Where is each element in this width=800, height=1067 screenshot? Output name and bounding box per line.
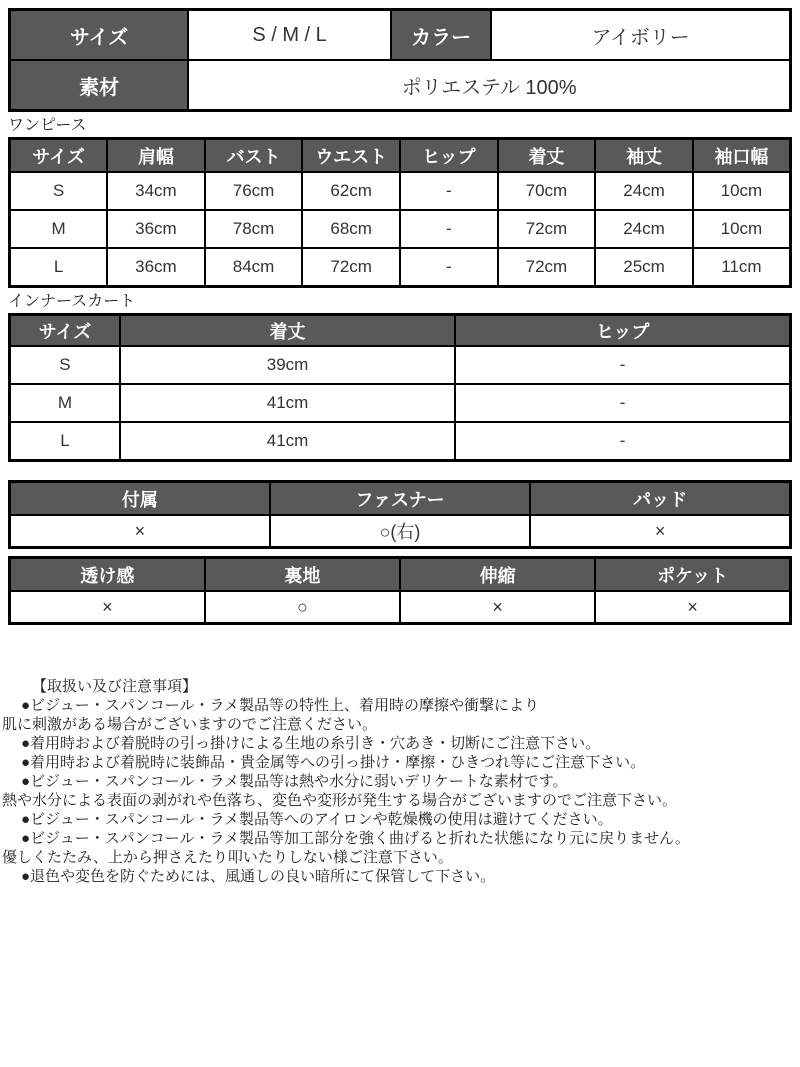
feature-value-cell: × xyxy=(400,591,595,624)
onepiece-size-table xyxy=(8,137,792,288)
measure-cell: 62cm xyxy=(302,172,400,210)
measure-cell: - xyxy=(400,210,498,248)
column-header: 袖丈 xyxy=(595,139,693,173)
color-label: カラー xyxy=(391,10,491,61)
onepiece-section-label: ワンピース xyxy=(8,117,87,134)
column-header: 着丈 xyxy=(120,315,455,347)
table-row xyxy=(10,346,791,384)
size-cell: S xyxy=(10,346,120,384)
note-line: 肌に刺激がある場合がございますのでご注意ください。 xyxy=(2,716,378,733)
measure-cell: 24cm xyxy=(595,172,693,210)
features2-header-row xyxy=(10,558,791,592)
size-cell: M xyxy=(10,210,108,248)
feature-value-cell: × xyxy=(595,591,790,624)
measure-cell: 72cm xyxy=(498,210,596,248)
measure-cell: - xyxy=(455,346,790,384)
measure-cell: 68cm xyxy=(302,210,400,248)
note-line: ●着用時および着脱時の引っ掛けによる生地の糸引き・穴あき・切断にご注意下さい。 xyxy=(21,735,601,752)
measure-cell: 25cm xyxy=(595,248,693,287)
features2-value-row xyxy=(10,591,791,624)
features1-header-row xyxy=(10,482,791,516)
measure-cell: - xyxy=(400,248,498,287)
measure-cell: 10cm xyxy=(693,172,791,210)
column-header: ファスナー xyxy=(270,482,530,516)
column-header: 袖口幅 xyxy=(693,139,791,173)
feature-value-cell: × xyxy=(10,591,205,624)
measure-cell: 36cm xyxy=(107,210,205,248)
measure-cell: 36cm xyxy=(107,248,205,287)
measure-cell: 24cm xyxy=(595,210,693,248)
column-header: 付属 xyxy=(10,482,270,516)
measure-cell: 11cm xyxy=(693,248,791,287)
color-value: アイボリー xyxy=(491,10,790,61)
spec-row-size-color xyxy=(10,10,791,61)
note-line: 優しくたたみ、上から押さえたり叩いたりしない様ご注意下さい。 xyxy=(2,849,453,866)
measure-cell: - xyxy=(455,384,790,422)
column-header: ポケット xyxy=(595,558,790,592)
measure-cell: 72cm xyxy=(498,248,596,287)
measure-cell: 76cm xyxy=(205,172,303,210)
column-header: サイズ xyxy=(10,315,120,347)
column-header: サイズ xyxy=(10,139,108,173)
table-row xyxy=(10,384,791,422)
measure-cell: 72cm xyxy=(302,248,400,287)
note-line: ●ビジュー・スパンコール・ラメ製品等は熱や水分に弱いデリケートな素材です。 xyxy=(21,773,568,790)
measure-cell: - xyxy=(455,422,790,461)
features-table-1 xyxy=(8,480,792,549)
feature-value-cell: × xyxy=(10,515,270,548)
column-header: ヒップ xyxy=(400,139,498,173)
inner-skirt-header-row xyxy=(10,315,791,347)
column-header: バスト xyxy=(205,139,303,173)
feature-value-cell: ○ xyxy=(205,591,400,624)
inner-skirt-section-label: インナースカート xyxy=(8,293,136,310)
note-line: ●ビジュー・スパンコール・ラメ製品等へのアイロンや乾燥機の使用は避けてください。 xyxy=(21,811,613,828)
measure-cell: 39cm xyxy=(120,346,455,384)
measure-cell: 41cm xyxy=(120,384,455,422)
table-row xyxy=(10,210,791,248)
table-row xyxy=(10,172,791,210)
note-line: 熱や水分による表面の剥がれや色落ち、変色や変形が発生する場合がございますのでご注意下さい。 xyxy=(2,792,678,809)
column-header: パッド xyxy=(530,482,790,516)
table-row xyxy=(10,248,791,287)
inner-skirt-size-table xyxy=(8,313,792,462)
note-line: ●ビジュー・スパンコール・ラメ製品等の特性上、着用時の摩擦や衝撃により xyxy=(21,697,540,714)
care-notes xyxy=(0,677,800,886)
measure-cell: 78cm xyxy=(205,210,303,248)
measure-cell: 84cm xyxy=(205,248,303,287)
size-cell: L xyxy=(10,422,120,461)
measure-cell: 70cm xyxy=(498,172,596,210)
material-value: ポリエステル 100% xyxy=(188,60,790,111)
features1-value-row xyxy=(10,515,791,548)
column-header: 着丈 xyxy=(498,139,596,173)
column-header: 肩幅 xyxy=(107,139,205,173)
measure-cell: 10cm xyxy=(693,210,791,248)
note-line: ●着用時および着脱時に装飾品・貴金属等への引っ掛け・摩擦・ひきつれ等にご注意下さい。 xyxy=(21,754,646,771)
size-value: S / M / L xyxy=(188,10,391,61)
size-cell: S xyxy=(10,172,108,210)
column-header: 透け感 xyxy=(10,558,205,592)
measure-cell: - xyxy=(400,172,498,210)
measure-cell: 41cm xyxy=(120,422,455,461)
note-line: ●ビジュー・スパンコール・ラメ製品等加工部分を強く曲げると折れた状態になり元に戻りません。 xyxy=(21,830,690,847)
table-row xyxy=(10,422,791,461)
measure-cell: 34cm xyxy=(107,172,205,210)
onepiece-header-row xyxy=(10,139,791,173)
column-header: 裏地 xyxy=(205,558,400,592)
care-notes-title: 【取扱い及び注意事項】 xyxy=(32,678,198,695)
size-cell: L xyxy=(10,248,108,287)
spec-row-material xyxy=(10,60,791,111)
column-header: ウエスト xyxy=(302,139,400,173)
features-table-2 xyxy=(8,556,792,625)
feature-value-cell: ○(右) xyxy=(270,515,530,548)
size-label: サイズ xyxy=(10,10,189,61)
feature-value-cell: × xyxy=(530,515,790,548)
column-header: ヒップ xyxy=(455,315,790,347)
note-line: ●退色や変色を防ぐためには、風通しの良い暗所にて保管して下さい。 xyxy=(21,868,496,885)
size-cell: M xyxy=(10,384,120,422)
material-label: 素材 xyxy=(10,60,189,111)
column-header: 伸縮 xyxy=(400,558,595,592)
product-spec-table xyxy=(8,8,792,112)
